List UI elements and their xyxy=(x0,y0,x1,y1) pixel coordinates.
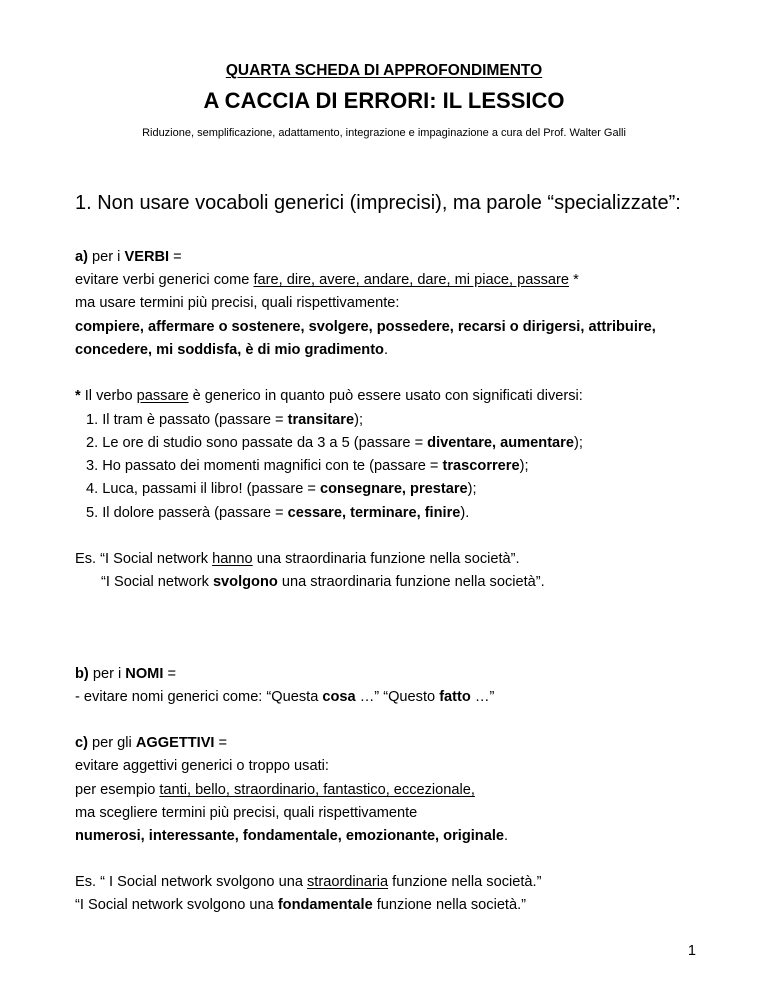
generic-verbs-list: fare, dire, avere, andare, dare, mi piace, passare xyxy=(253,272,570,288)
note-star: * xyxy=(75,388,81,404)
verbi-keyword: VERBI xyxy=(124,249,170,265)
nomi-line-1 xyxy=(75,688,494,706)
aggettivi-line-4-bold: numerosi, interessante, fondamentale, emozionante, originale xyxy=(75,828,504,844)
letter-c: c) xyxy=(75,735,88,751)
aggettivi-heading xyxy=(75,734,227,752)
note-item-bold: transitare xyxy=(287,412,355,428)
note-item-end: ); xyxy=(573,435,583,451)
note-item-text: 4. Luca, passami il libro! (passare = xyxy=(86,481,321,497)
nomi-text-a: - evitare nomi generici come: “Questa xyxy=(75,689,323,705)
note-intro xyxy=(75,387,583,405)
nomi-word-cosa: cosa xyxy=(322,689,356,705)
nomi-intro: per i xyxy=(88,666,126,682)
section-heading: 1. Non usare vocaboli generici (imprecisi), ma parole “specializzate”: xyxy=(75,192,681,214)
example-2-underlined: straordinaria xyxy=(307,874,389,890)
verbi-line-4 xyxy=(75,341,388,359)
example-1-line-2 xyxy=(101,573,545,591)
note-item-end: ). xyxy=(460,505,470,521)
note-item-bold: consegnare, prestare xyxy=(320,481,468,497)
supertitle: QUARTA SCHEDA DI APPROFONDIMENTO xyxy=(225,62,543,79)
example-2-post: funzione nella società.” xyxy=(388,874,542,890)
aggettivi-line-4-end: . xyxy=(504,828,509,844)
note-item-bold: trascorrere xyxy=(442,458,520,474)
credits: Riduzione, semplificazione, adattamento, integrazione e impaginazione a cura del Prof. Walter Galli xyxy=(142,127,626,139)
nomi-keyword: NOMI xyxy=(125,666,164,682)
aggettivi-keyword: AGGETTIVI xyxy=(135,735,215,751)
aggettivi-line-1: evitare aggettivi generici o troppo usati: xyxy=(75,758,329,774)
example-2-line-2 xyxy=(75,896,526,914)
note-item-end: ); xyxy=(467,481,477,497)
page-number: 1 xyxy=(687,943,696,959)
example-2b-pre: “I Social network svolgono una xyxy=(75,897,278,913)
letter-a: a) xyxy=(75,249,88,265)
note-item-bold: cessare, terminare, finire xyxy=(287,505,461,521)
example-1-underlined: hanno xyxy=(212,551,253,567)
verbi-line-3: compiere, affermare o sostenere, svolgere, possedere, recarsi o dirigersi, attribuire, xyxy=(75,319,656,335)
note-item-text: 3. Ho passato dei momenti magnifici con te (passare = xyxy=(86,458,443,474)
note-item-end: ); xyxy=(354,412,364,428)
verbi-line-1 xyxy=(75,271,579,289)
verbi-eq: = xyxy=(169,249,182,265)
example-1b-pre: “I Social network xyxy=(101,574,213,590)
note-item-text: 1. Il tram è passato (passare = xyxy=(86,412,288,428)
verbi-heading xyxy=(75,248,182,266)
nomi-text-e: …” xyxy=(470,689,495,705)
aggettivi-eq: = xyxy=(214,735,228,751)
example-1-pre: Es. “I Social network xyxy=(75,551,213,567)
example-2-line-1 xyxy=(75,873,541,891)
nomi-text-c: …” “Questo xyxy=(355,689,440,705)
page-title: A CACCIA DI ERRORI: IL LESSICO xyxy=(203,88,565,113)
verbi-line-2: ma usare termini più precisi, quali rispettivamente: xyxy=(75,295,400,311)
example-1b-post: una straordinaria funzione nella società”. xyxy=(277,574,545,590)
note-item-text: 5. Il dolore passerà (passare = xyxy=(86,505,288,521)
verbi-line-1-post: * xyxy=(569,272,579,288)
aggettivi-line-2 xyxy=(75,781,475,799)
nomi-eq: = xyxy=(163,666,176,682)
aggettivi-line-3: ma scegliere termini più precisi, quali rispettivamente xyxy=(75,805,418,821)
example-1-post: una straordinaria funzione nella società”. xyxy=(252,551,520,567)
note-item-3 xyxy=(86,457,529,475)
letter-b: b) xyxy=(75,666,89,682)
note-item-text: 2. Le ore di studio sono passate da 3 a 5 (passare = xyxy=(86,435,428,451)
verbi-line-4-bold: concedere, mi soddisfa, è di mio gradimento xyxy=(75,342,384,358)
note-item-1 xyxy=(86,411,363,429)
note-post: è generico in quanto può essere usato con significati diversi: xyxy=(188,388,583,404)
verbi-line-4-end: . xyxy=(383,342,389,358)
example-2b-post: funzione nella società.” xyxy=(372,897,527,913)
note-item-2 xyxy=(86,434,583,452)
note-item-bold: diventare, aumentare xyxy=(427,435,574,451)
example-2-pre: Es. “ I Social network svolgono una xyxy=(75,874,307,890)
aggettivi-line-4 xyxy=(75,827,508,845)
note-item-5 xyxy=(86,504,469,522)
example-2b-bold: fondamentale xyxy=(277,897,373,913)
example-1b-bold: svolgono xyxy=(212,574,278,590)
note-word: passare xyxy=(136,388,189,404)
aggettivi-line-2-pre: per esempio xyxy=(75,782,160,798)
verbi-line-1-pre: evitare verbi generici come xyxy=(75,272,254,288)
generic-adjectives-list: tanti, bello, straordinario, fantastico, eccezionale, xyxy=(159,782,475,798)
note-pre: Il verbo xyxy=(80,388,137,404)
example-1-line-1 xyxy=(75,550,520,568)
verbi-intro: per i xyxy=(87,249,125,265)
nomi-heading xyxy=(75,665,176,683)
note-item-4 xyxy=(86,480,477,498)
note-item-end: ); xyxy=(519,458,529,474)
nomi-word-fatto: fatto xyxy=(439,689,471,705)
aggettivi-intro: per gli xyxy=(87,735,136,751)
